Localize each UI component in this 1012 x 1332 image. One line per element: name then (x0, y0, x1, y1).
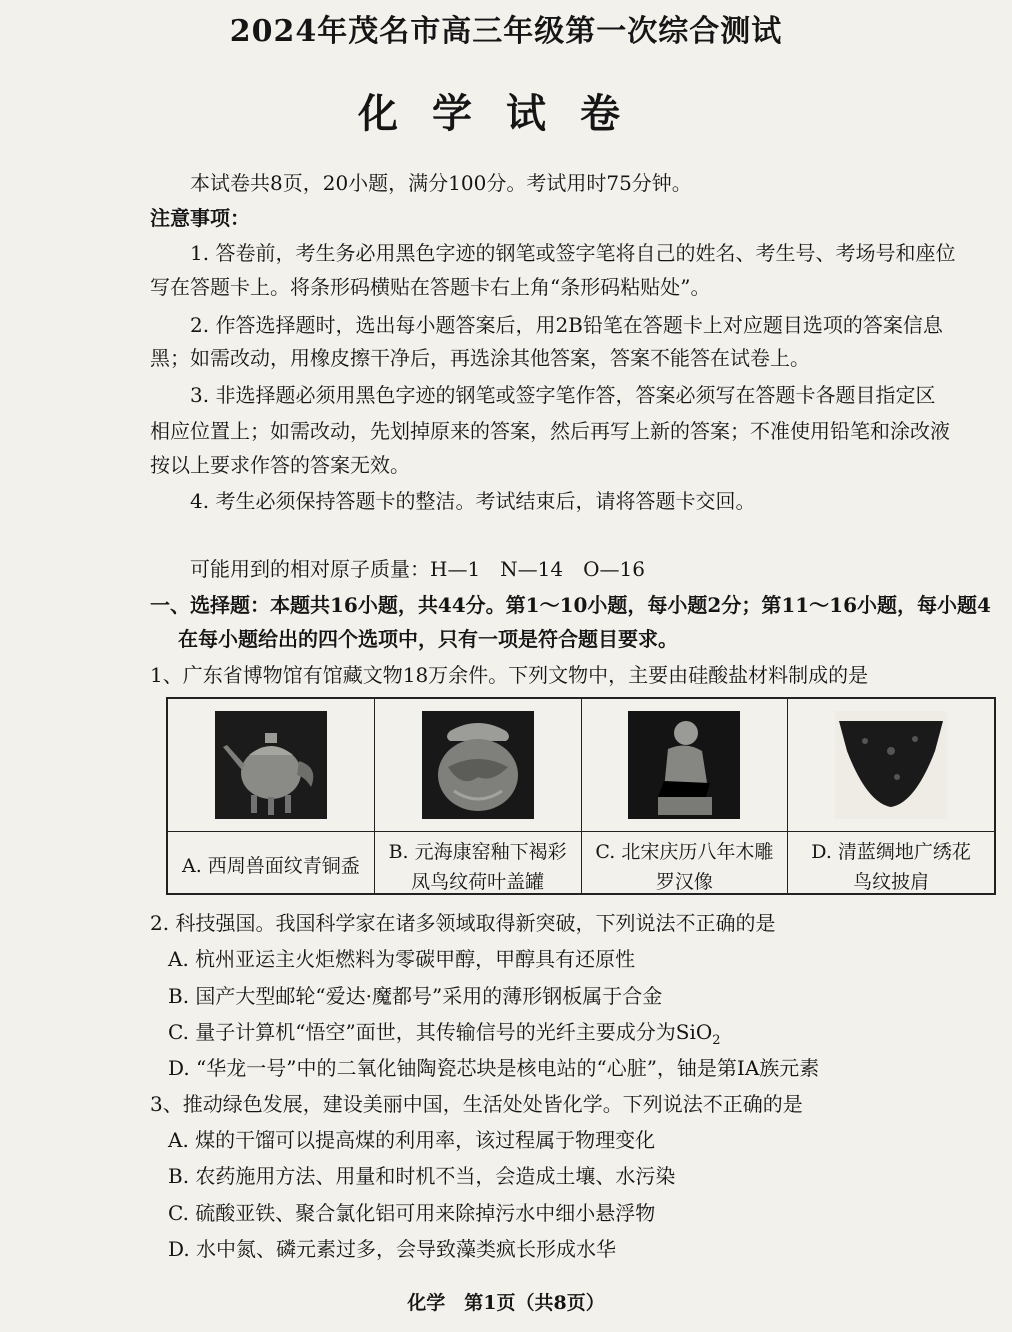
notice-item-3-cont: 相应位置上；如需改动，先划掉原来的答案，然后再写上新的答案；不准使用铅笔和涂改液 (150, 419, 950, 443)
option-d-label-line1: D. 清蓝绸地广绣花 (811, 841, 971, 863)
cell-divider (168, 831, 374, 832)
notice-item-4: 4. 考生必须保持答题卡的整洁。考试结束后，请将答题卡交回。 (190, 489, 756, 513)
notice-item-3-cont2: 按以上要求作答的答案无效。 (150, 453, 410, 477)
option-a-cell (168, 699, 375, 893)
notice-item-1: 1. 答卷前，考生务必用黑色字迹的钢笔或签字笔将自己的姓名、考生号、考场号和座位 (190, 241, 956, 265)
atomic-masses: 可能用到的相对原子质量：H—1 N—14 O—16 (190, 557, 645, 581)
exam-title: 2024年茂名市高三年级第一次综合测试 (229, 14, 783, 49)
question-2-option-c-text: C. 量子计算机“悟空”面世，其传输信号的光纤主要成分为 (168, 1020, 676, 1044)
option-d-label-line2: 鸟纹披肩 (853, 871, 930, 893)
notice-item-3: 3. 非选择题必须用黑色字迹的钢笔或签字笔作答，答案必须写在答题卡各题目指定区 (190, 383, 936, 407)
artifact-table (166, 697, 996, 895)
option-c-label-line2: 罗汉像 (655, 871, 713, 893)
option-b-label-line2: 凤鸟纹荷叶盖罐 (411, 871, 545, 893)
wooden-statue-photo (628, 711, 740, 819)
section-1-heading: 一、选择题：本题共16小题，共44分。第1～10小题，每小题2分；第11～16小题，每小题4 (150, 593, 991, 617)
bronze-vessel-photo (215, 711, 327, 819)
question-1-stem: 1、广东省博物馆有馆藏文物18万余件。下列文物中，主要由硅酸盐材料制成的是 (150, 663, 869, 687)
question-3-option-c: C. 硫酸亚铁、聚合氯化铝可用来除掉污水中细小悬浮物 (168, 1201, 656, 1225)
notice-heading: 注意事项： (150, 206, 250, 230)
option-c-label-line1: C. 北宋庆历八年木雕 (595, 841, 774, 863)
option-d-cell (788, 699, 994, 893)
cell-divider (375, 831, 581, 832)
embroidered-shawl-photo (821, 711, 961, 819)
option-d-label (788, 837, 994, 897)
question-2-option-d: D. “华龙一号”中的二氧化铀陶瓷芯块是核电站的“心脏”，铀是第ⅠA族元素 (168, 1056, 820, 1080)
cell-divider (582, 831, 788, 832)
question-2-option-b: B. 国产大型邮轮“爱达·魔都号”采用的薄形钢板属于合金 (168, 984, 663, 1008)
question-2-option-c (168, 1019, 721, 1054)
notice-item-2-cont: 黑；如需改动，用橡皮擦干净后，再选涂其他答案，答案不能答在试卷上。 (150, 346, 810, 370)
option-b-label-line1: B. 元海康窑釉下褐彩 (388, 841, 567, 863)
notice-item-1-cont: 写在答题卡上。将条形码横贴在答题卡右上角“条形码粘贴处”。 (150, 275, 711, 299)
notice-item-2: 2. 作答选择题时，选出每小题答案后，用2B铅笔在答题卡上对应题目选项的答案信息 (190, 313, 943, 337)
question-3-option-a: A. 煤的干馏可以提高煤的利用率，该过程属于物理变化 (168, 1128, 656, 1152)
question-2-option-a: A. 杭州亚运主火炬燃料为零碳甲醇，甲醇具有还原性 (168, 947, 636, 971)
subject-title: 化学试卷 (358, 90, 654, 137)
glazed-jar-photo (422, 711, 534, 819)
silica-subscript: 2 (712, 1033, 721, 1048)
option-b-label (375, 837, 581, 897)
option-b-cell (375, 699, 582, 893)
question-2-stem: 2. 科技强国。我国科学家在诸多领域取得新突破，下列说法不正确的是 (150, 911, 776, 935)
question-3-option-d: D. 水中氮、磷元素过多，会导致藻类疯长形成水华 (168, 1237, 617, 1261)
page-footer: 化学 第1页（共8页） (407, 1292, 605, 1314)
question-3-option-b: B. 农药施用方法、用量和时机不当，会造成土壤、水污染 (168, 1164, 676, 1188)
question-3-stem: 3、推动绿色发展，建设美丽中国，生活处处皆化学。下列说法不正确的是 (150, 1092, 803, 1116)
option-a-label: A. 西周兽面纹青铜盉 (181, 855, 360, 877)
option-c-label (582, 837, 788, 897)
section-1-instruction: 在每小题给出的四个选项中，只有一项是符合题目要求。 (178, 627, 678, 651)
silica-formula: SiO (675, 1020, 713, 1044)
cell-divider (788, 831, 994, 832)
option-c-cell (582, 699, 789, 893)
intro-text: 本试卷共8页，20小题，满分100分。考试用时75分钟。 (190, 171, 692, 195)
